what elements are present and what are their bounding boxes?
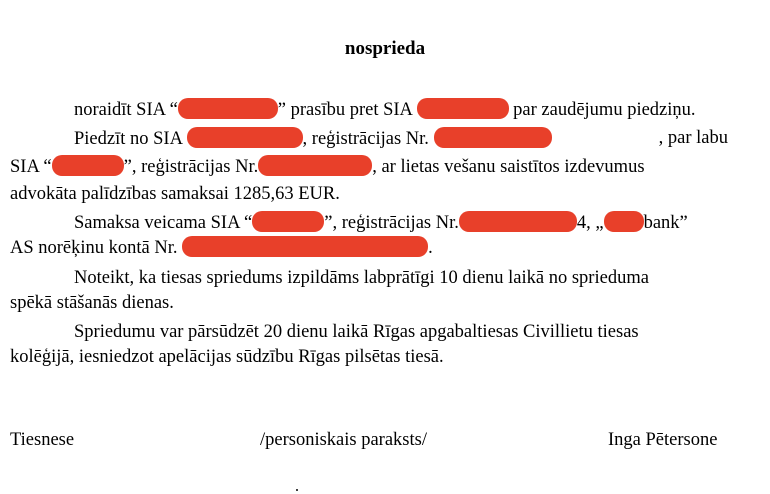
redacted-block <box>252 211 324 232</box>
paragraph-enforcement-line2: spēkā stāšanās dienas. <box>10 293 174 313</box>
signature-name: Inga Pētersone <box>608 430 718 450</box>
page-dot <box>296 489 298 491</box>
text-segment: bank” <box>643 213 688 233</box>
redacted-block <box>258 155 372 176</box>
text-segment: par zaudējumu piedziņu. <box>513 100 696 120</box>
text-segment: SIA “ <box>10 157 52 177</box>
redacted-block <box>434 127 552 148</box>
redacted-block <box>178 98 278 119</box>
text-segment: AS norēķinu kontā Nr. <box>10 238 178 258</box>
redacted-block <box>52 155 124 176</box>
paragraph-appeal-line2: kolēģijā, iesniedzot apelācijas sūdzību Rīgas pilsētas tiesā. <box>10 347 444 367</box>
redacted-block <box>417 98 509 119</box>
text-segment: Piedzīt no SIA <box>74 129 182 149</box>
redacted-block <box>604 211 644 232</box>
text-segment: , reģistrācijas Nr. <box>302 129 429 149</box>
text-segment: ”, reģistrācijas Nr. <box>123 157 259 177</box>
text-segment: 4, „ <box>576 213 604 233</box>
paragraph-payment-line1 <box>74 211 688 234</box>
paragraph-recover-line1 <box>74 127 728 150</box>
paragraph-payment-line2 <box>10 236 433 259</box>
paragraph-reject-claim <box>74 98 696 121</box>
redacted-block <box>459 211 577 232</box>
text-segment: , ar lietas vešanu saistītos izdevumus <box>372 157 645 177</box>
text-segment: ”, reģistrācijas Nr. <box>324 213 459 233</box>
redacted-block <box>182 236 428 257</box>
paragraph-recover-line2 <box>10 155 728 178</box>
text-segment: Samaksa veicama SIA “ <box>74 213 253 233</box>
document-heading: nosprieda <box>344 38 426 59</box>
paragraph-recover-line3: advokāta palīdzības samaksai 1285,63 EUR. <box>10 184 340 204</box>
text-segment: . <box>428 238 433 258</box>
paragraph-appeal-line1: Spriedumu var pārsūdzēt 20 dienu laikā Rīgas apgabaltiesas Civillietu tiesas <box>74 322 639 342</box>
text-segment: ” prasību pret SIA <box>277 100 412 120</box>
paragraph-enforcement-line1: Noteikt, ka tiesas spriedums izpildāms labprātīgi 10 dienu laikā no sprieduma <box>74 268 649 288</box>
text-segment: noraidīt SIA “ <box>74 100 178 120</box>
signature-placeholder: /personiskais paraksts/ <box>260 430 427 450</box>
text-segment: , par labu <box>658 128 728 148</box>
redacted-block <box>187 127 303 148</box>
signature-role: Tiesnese <box>10 430 75 450</box>
